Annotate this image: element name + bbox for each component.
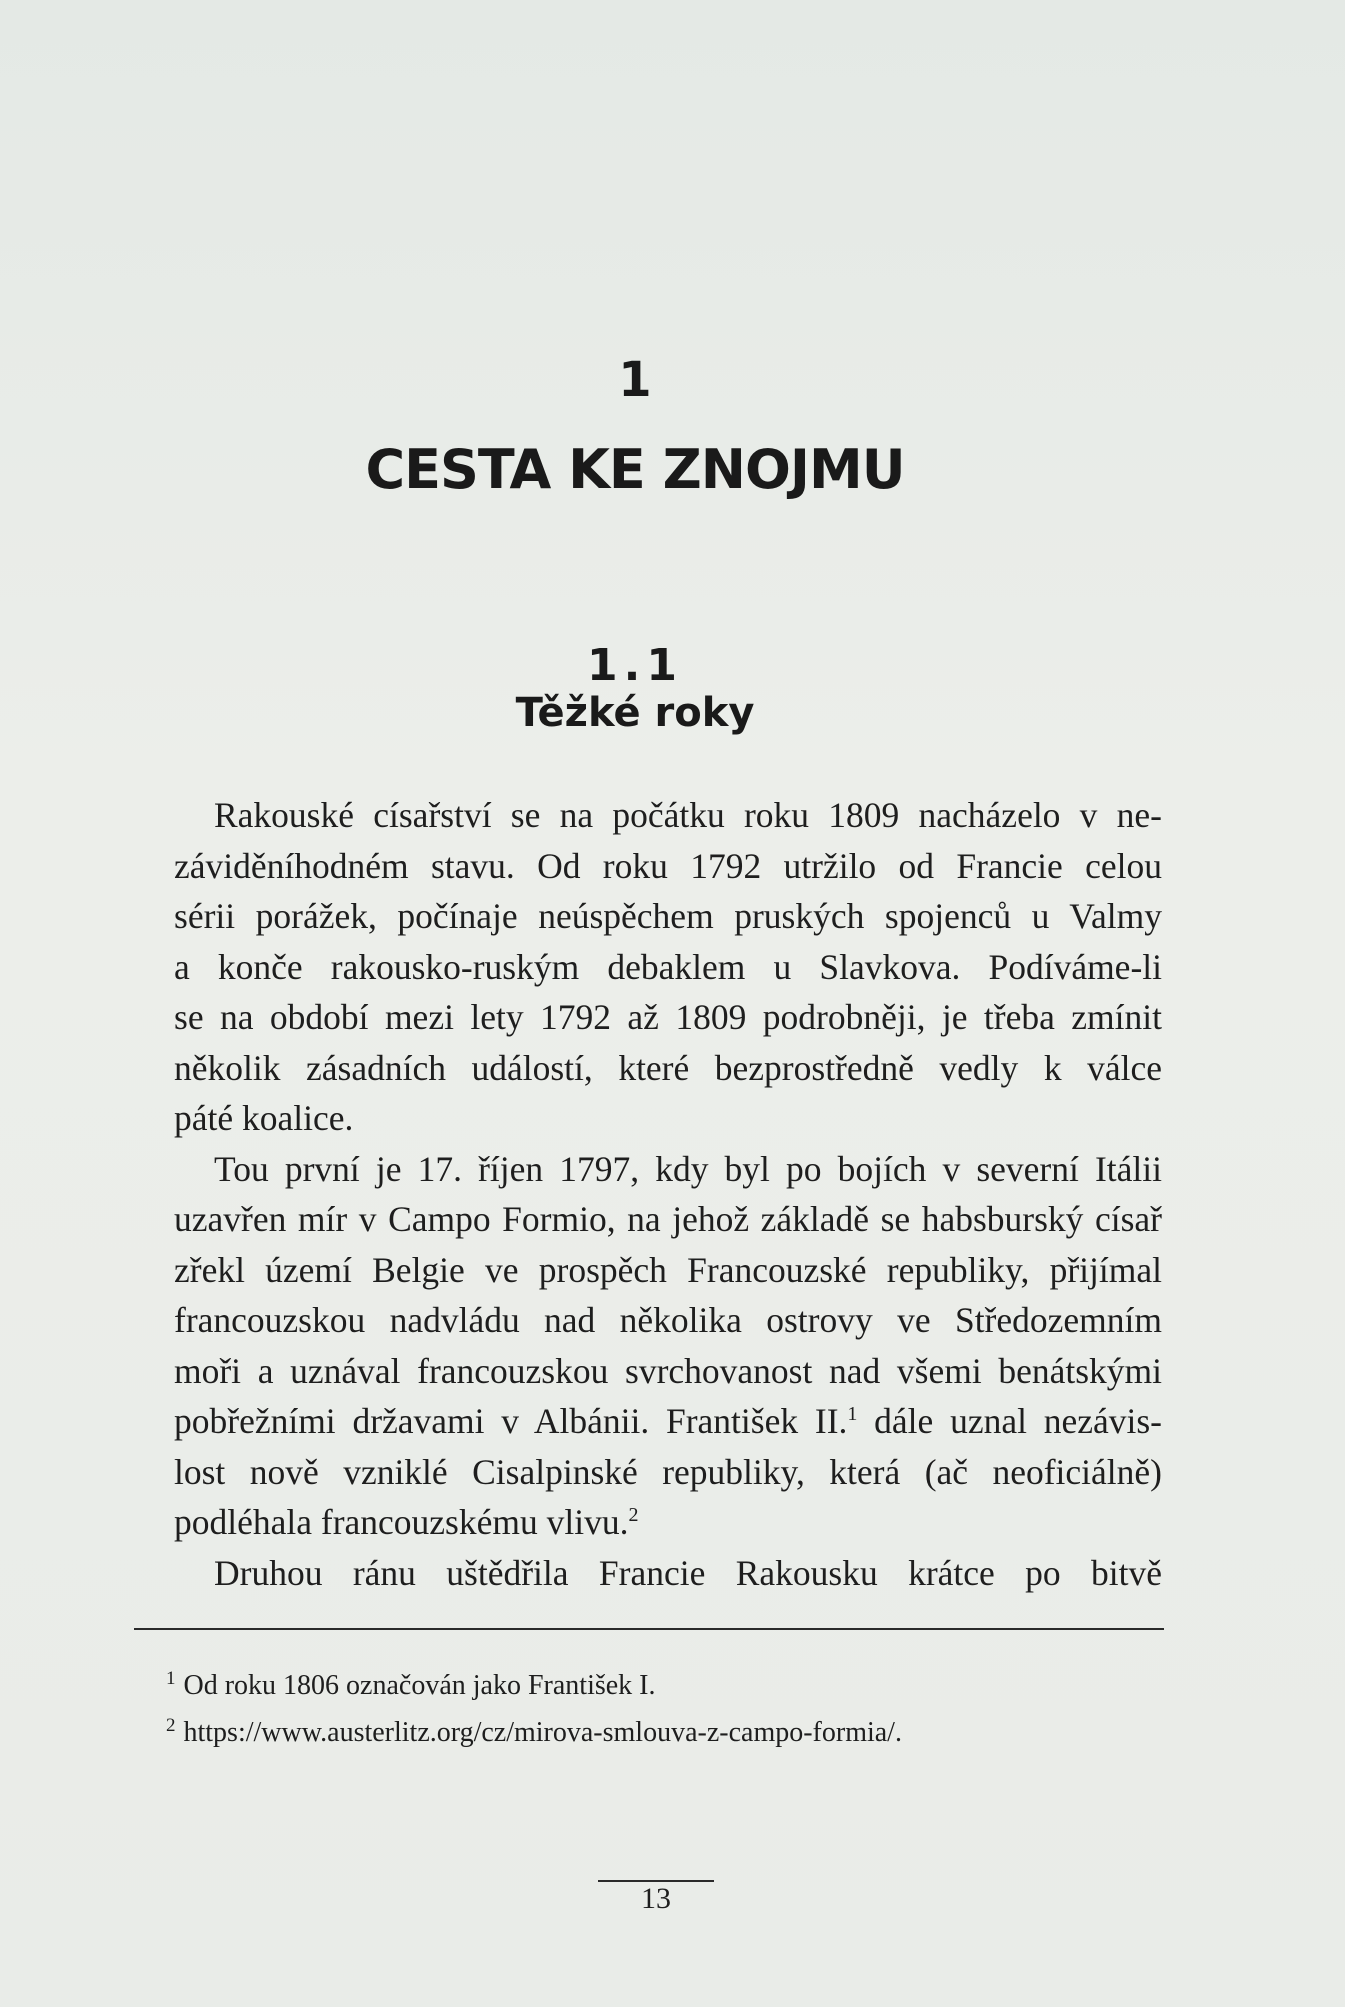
text-line: francouzskou nadvládu nad několika ostrovy ve Středozemním [174, 1300, 1162, 1340]
text-line: sérii porážek, počínaje neúspěchem pruských spojenců u Valmy [174, 896, 1162, 936]
text-line: moři a uznával francouzskou svrchovanost nad všemi benátskými [174, 1350, 1162, 1391]
chapter-number: 1 [618, 352, 652, 408]
footnotes [166, 1662, 1156, 1756]
text-line: záviděníhodném stavu. Od roku 1792 utržilo od Francie celou [174, 845, 1162, 886]
page-number: 13 [641, 1882, 671, 1915]
body-text [134, 790, 1162, 1598]
footnote-text: Od roku 1806 označován jako František I. [183, 1670, 656, 1701]
paragraph-2 [134, 1144, 1162, 1548]
text-line: lost nově vzniklé Cisalpinské republiky, která (ač neoficiálně) [174, 1451, 1162, 1492]
text-line: několik zásadních událostí, které bezprostředně vedly k válce [174, 1047, 1162, 1088]
paragraph-3 [134, 1548, 1162, 1599]
footnote-1 [166, 1662, 1156, 1709]
footnote-mark: 2 [166, 1714, 176, 1736]
footnote-2 [166, 1709, 1156, 1756]
text-segment: podléhala francouzskému vlivu. [174, 1502, 629, 1542]
text-line: zřekl území Belgie ve prospěch Francouzské republiky, přijímal [174, 1249, 1162, 1290]
text-line: Rakouské císařství se na počátku roku 1809 nacházelo v ne- [214, 795, 1162, 835]
chapter-title: CESTA KE ZNOJMU [365, 438, 905, 501]
text-line: uzavřen mír v Campo Formio, na jehož základě se habsburský císař [174, 1199, 1162, 1239]
text-line: a konče rakousko-ruským debaklem u Slavkova. Podíváme-li [174, 946, 1162, 987]
text-segment: dále uznal nezávis- [857, 1401, 1162, 1441]
section-title: Těžké roky [515, 690, 755, 736]
text-line: se na období mezi lety 1792 až 1809 podrobněji, je třeba zmínit [174, 997, 1162, 1037]
footnote-mark: 1 [166, 1667, 176, 1689]
footnote-reference[interactable]: 1 [847, 1403, 858, 1426]
text-line: páté koalice. [174, 1098, 354, 1138]
text-line: Druhou ránu uštědřila Francie Rakousku krátce po bitvě [214, 1552, 1162, 1593]
section-number: 1.1 [587, 640, 683, 691]
text-line: Tou první je 17. říjen 1797, kdy byl po bojích v severní Itálii [214, 1148, 1162, 1189]
text-segment: pobřežními državami v Albánii. František II. [174, 1401, 848, 1441]
footnote-link[interactable]: https://www.austerlitz.org/cz/mirova-smlouva-z-campo-formia/. [183, 1717, 902, 1748]
text-line [134, 1396, 1162, 1447]
text-line [134, 1497, 1162, 1548]
footnote-divider [134, 1628, 1164, 1630]
paragraph-1 [134, 790, 1162, 1144]
footnote-reference[interactable]: 2 [628, 1504, 639, 1527]
